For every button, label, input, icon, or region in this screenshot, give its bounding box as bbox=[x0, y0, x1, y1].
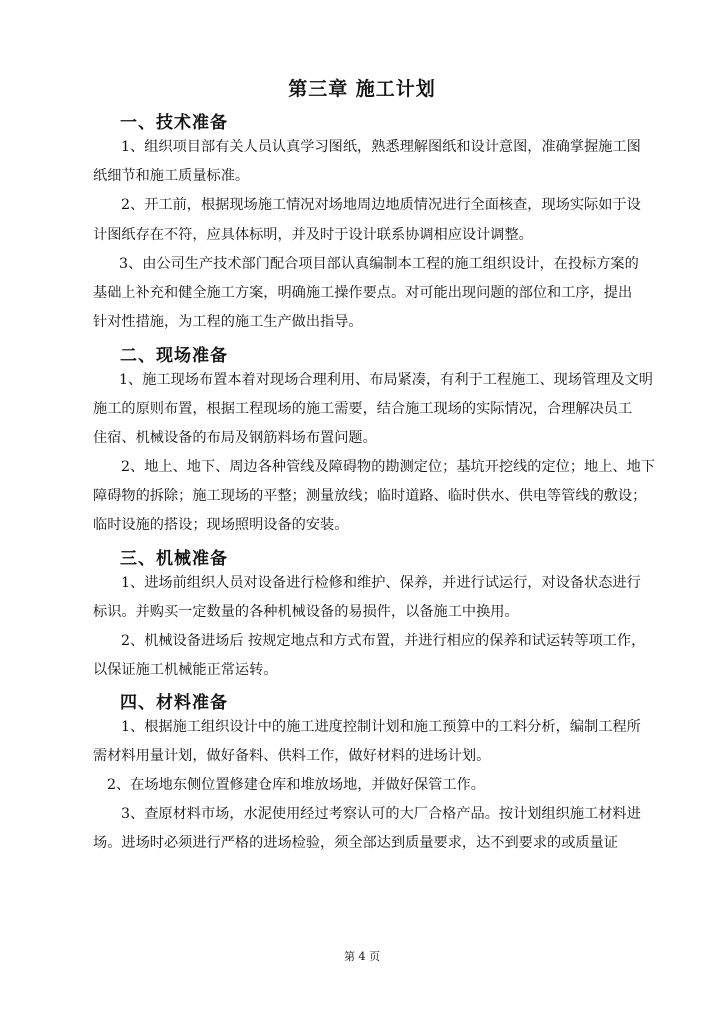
paragraph-line: 场。进场时必须进行严格的进场检验，须全部达到质量要求，达不到要求的或质量证 bbox=[93, 835, 618, 851]
paragraph-line: 2、地上、地下、周边各种管线及障碍物的勘测定位；基坑开挖线的定位；地上、地下 bbox=[121, 459, 655, 475]
paragraph-line: 3、由公司生产技术部门配合项目部认真编制本工程的施工组织设计，在投标方案的 bbox=[119, 256, 639, 272]
section-heading-materials: 四、材料准备 bbox=[120, 693, 228, 713]
paragraph-line: 1、施工现场布置本着对现场合理利用、布局紧凑，有利于工程施工、现场管理及文明 bbox=[119, 372, 653, 388]
paragraph-line: 纸细节和施工质量标准。 bbox=[93, 168, 250, 184]
paragraph-line: 1、根据施工组织设计中的施工进度控制计划和施工预算中的工料分析，编制工程所 bbox=[121, 719, 641, 735]
section-heading-machinery: 三、机械准备 bbox=[120, 549, 228, 569]
paragraph-line: 住宿、机械设备的布局及钢筋料场布置问题。 bbox=[93, 430, 377, 446]
paragraph-line: 需材料用量计划，做好备料、供料工作，做好材料的进场计划。 bbox=[93, 748, 491, 764]
paragraph-line: 3、查原材料市场，水泥使用经过考察认可的大厂合格产品。按计划组织施工材料进 bbox=[121, 806, 641, 822]
paragraph-line: 1、组织项目部有关人员认真学习图纸，熟悉理解图纸和设计意图，准确掌握施工图 bbox=[121, 139, 641, 155]
paragraph-line: 1、进场前组织人员对设备进行检修和维护、保养，并进行试运行，对设备状态进行 bbox=[121, 575, 641, 591]
paragraph-line: 计图纸存在不符，应具体标明，并及时于设计联系协调相应设计调整。 bbox=[93, 227, 533, 243]
page-number: 第 4 页 bbox=[344, 950, 380, 963]
paragraph-line: 针对性措施，为工程的施工生产做出指导。 bbox=[93, 314, 363, 330]
chapter-title: 第三章 施工计划 bbox=[288, 78, 436, 100]
paragraph-line: 以保证施工机械能正常运转。 bbox=[93, 662, 278, 678]
section-heading-site: 二、现场准备 bbox=[120, 346, 228, 366]
paragraph-line: 2、开工前，根据现场施工情况对场地周边地质情况进行全面核查，现场实际如于设 bbox=[121, 197, 641, 213]
paragraph-line: 基础上补充和健全施工方案，明确施工操作要点。对可能出现问题的部位和工序，提出 bbox=[93, 285, 633, 301]
paragraph-line: 施工的原则布置，根据工程现场的施工需要，结合施工现场的实际情况，合理解决员工 bbox=[93, 401, 633, 417]
paragraph-line: 障碍物的拆除；施工现场的平整；测量放线；临时道路、临时供水、供电等管线的敷设； bbox=[93, 488, 647, 504]
paragraph-line: 2、机械设备进场后 按规定地点和方式布置，并进行相应的保养和试运转等项工作， bbox=[121, 633, 646, 649]
paragraph-line: 标识。并购买一定数量的各种机械设备的易损件，以备施工中换用。 bbox=[93, 604, 519, 620]
paragraph-line: 临时设施的搭设；现场照明设备的安装。 bbox=[93, 517, 349, 533]
section-heading-tech: 一、技术准备 bbox=[120, 113, 228, 133]
paragraph-line: 2、在场地东侧位置修建仓库和堆放场地，并做好保管工作。 bbox=[107, 777, 485, 793]
